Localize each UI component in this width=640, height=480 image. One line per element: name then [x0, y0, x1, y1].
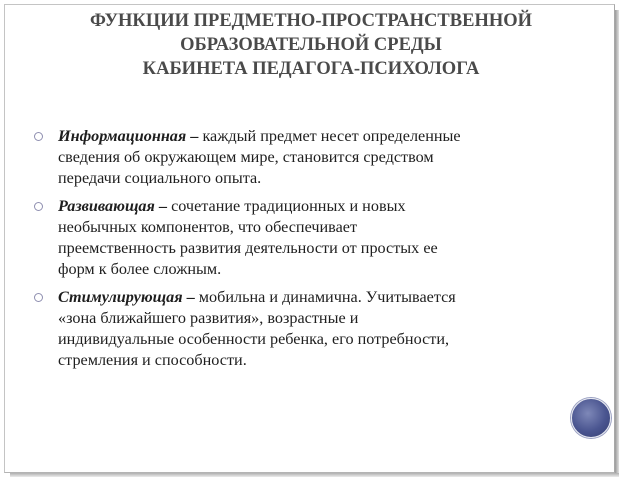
slide-title — [12, 9, 610, 81]
list-item-developing — [34, 196, 554, 280]
item-text: мобильна и динамична. Учитывается — [198, 288, 456, 306]
item-text: передачи социального опыта. — [58, 169, 262, 187]
list-item-stimulating — [34, 287, 554, 371]
item-dash: – — [182, 288, 199, 306]
item-text: каждый предмет несет определенные — [202, 127, 461, 145]
frame-shadow-right — [615, 10, 619, 475]
item-text: необычных компонентов, что обеспечивает — [58, 218, 358, 236]
item-text: сочетание традиционных и новых — [171, 197, 406, 215]
title-line-3: КАБИНЕТА ПЕДАГОГА-ПСИХОЛОГА — [142, 59, 480, 79]
bullet-circle-icon — [34, 293, 43, 302]
bullet-list — [34, 126, 554, 378]
item-text: «зона ближайшего развития», возрастные и — [58, 309, 359, 327]
title-line-1: ФУНКЦИИ ПРЕДМЕТНО-ПРОСТРАНСТВЕННОЙ — [89, 11, 532, 31]
item-text: форм к более сложным. — [58, 260, 222, 278]
item-first-line — [58, 287, 554, 308]
bullet-circle-icon — [34, 202, 43, 211]
item-text: сведения об окружающем мире, становится средством — [58, 148, 434, 166]
item-term: Информационная — [58, 127, 187, 145]
nav-circle-icon[interactable] — [571, 398, 611, 438]
item-dash: – — [186, 127, 203, 145]
item-first-line — [58, 196, 554, 217]
title-line-2: ОБРАЗОВАТЕЛЬНОЙ СРЕДЫ — [180, 35, 442, 55]
item-term: Развивающая — [58, 197, 155, 215]
item-first-line — [58, 126, 554, 147]
item-text: индивидуальные особенности ребенка, его потребности, — [58, 330, 450, 348]
bullet-circle-icon — [34, 132, 43, 141]
list-item-informational — [34, 126, 554, 189]
item-text: преемственность развития деятельности от простых ее — [58, 239, 438, 257]
item-dash: – — [154, 197, 172, 215]
item-text: стремления и способности. — [58, 351, 247, 369]
item-term: Стимулирующая — [58, 288, 183, 306]
frame-shadow-bottom — [10, 473, 619, 477]
